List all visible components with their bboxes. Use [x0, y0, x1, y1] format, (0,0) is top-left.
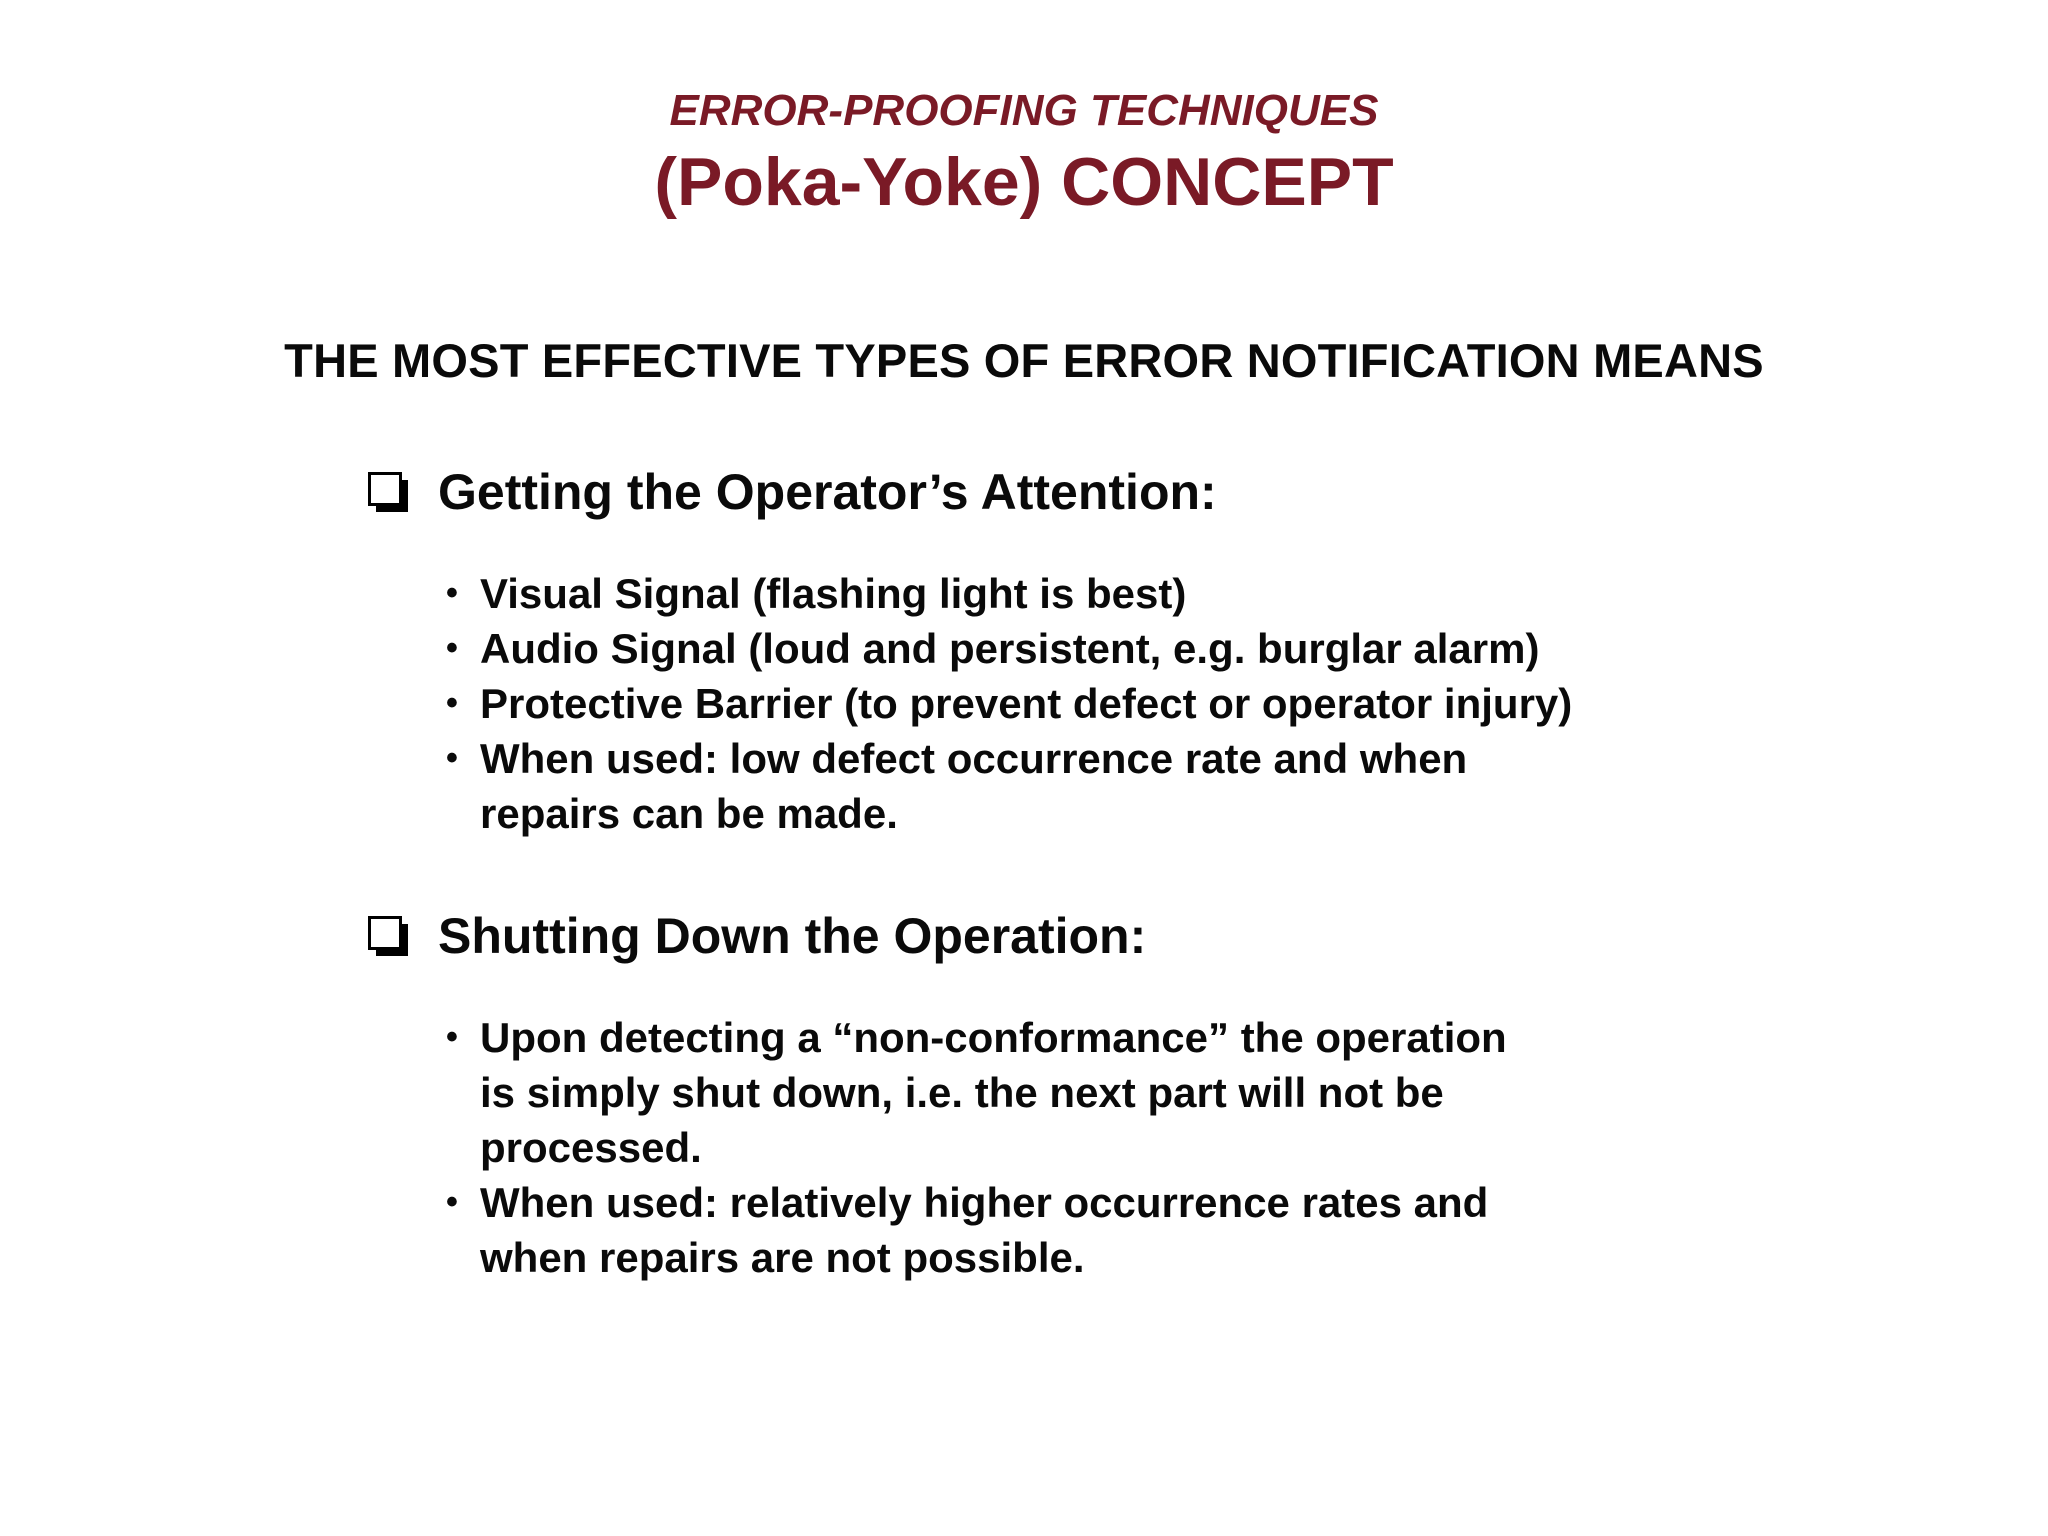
bullet-icon: •: [446, 1183, 458, 1221]
bullet-list: [440, 1010, 1507, 1285]
section-shutting-down: [368, 906, 1768, 1281]
bullet-text: Visual Signal (flashing light is best): [480, 570, 1187, 617]
section-label: Getting the Operator’s Attention:: [438, 464, 1217, 520]
slide-heading: THE MOST EFFECTIVE TYPES OF ERROR NOTIFICATION MEANS: [284, 334, 1764, 387]
section-operator-attention: [368, 462, 1768, 837]
bullet-text: When used: low defect occurrence rate and when repairs can be made.: [480, 735, 1468, 837]
list-item: [440, 731, 1572, 841]
bullet-text: Upon detecting a “non-conformance” the operation is simply shut down, i.e. the next part will not be processed.: [480, 1014, 1507, 1171]
bullet-text: Protective Barrier (to prevent defect or operator injury): [480, 680, 1573, 727]
bullet-list: [440, 566, 1572, 841]
list-item: [440, 676, 1572, 731]
section-header: [368, 906, 1768, 966]
bullet-icon: •: [446, 1018, 458, 1056]
bullet-text: When used: relatively higher occurrence rates and when repairs are not possible.: [480, 1179, 1489, 1281]
bullet-icon: •: [446, 684, 458, 722]
section-header: [368, 462, 1768, 522]
bullet-icon: •: [446, 739, 458, 777]
list-item: [440, 1010, 1507, 1175]
slide-title: (Poka-Yoke) CONCEPT: [654, 144, 1394, 220]
checkbox-icon: [368, 916, 408, 956]
bullet-icon: •: [446, 629, 458, 667]
bullet-icon: •: [446, 574, 458, 612]
list-item: [440, 1175, 1507, 1285]
section-label: Shutting Down the Operation:: [438, 908, 1147, 964]
list-item: [440, 621, 1572, 676]
bullet-text: Audio Signal (loud and persistent, e.g. burglar alarm): [480, 625, 1540, 672]
checkbox-icon: [368, 472, 408, 512]
slide-subtitle: ERROR-PROOFING TECHNIQUES: [669, 86, 1379, 135]
list-item: [440, 566, 1572, 621]
